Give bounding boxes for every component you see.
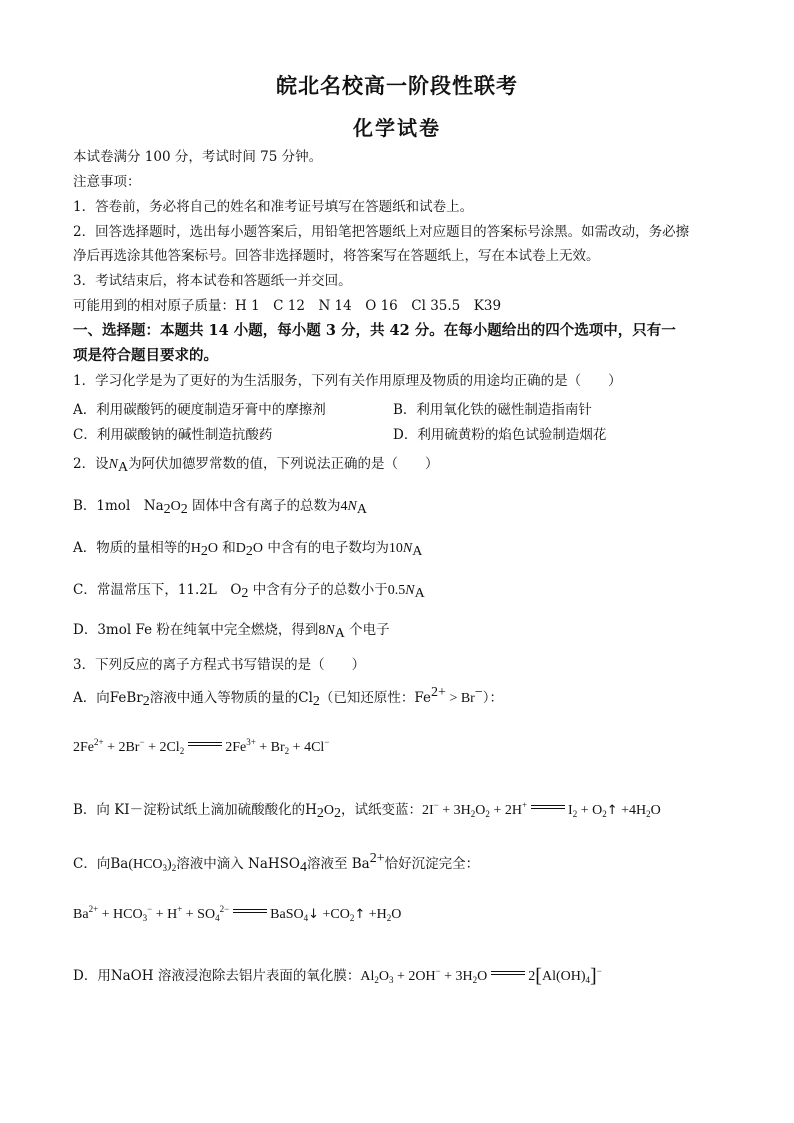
q1-option-c: C．利用碳酸钠的碱性制造抗酸药 — [73, 427, 273, 443]
section-heading-b: 项是符合题目要求的。 — [73, 347, 218, 364]
q3-option-d: D．用NaOH 溶液浸泡除去铝片表面的氧化膜：$Al_2O_3 + 2OH^- + 3H_2O$ $2[Al(OH)_4]^-$ — [73, 965, 602, 987]
q2-stem: 2．设$N_A$为阿伏加德罗常数的值，下列说法正确的是（ ） — [73, 456, 439, 475]
notice-1: 1．答卷前，务必将自己的姓名和准考证号填写在答题纸和试卷上。 — [73, 199, 474, 215]
notice-3: 3．考试结束后，将本试卷和答题纸一并交回。 — [73, 273, 352, 289]
q2-c-post: 中含有分子的总数小于 — [252, 582, 388, 598]
q2-option-b: B．1mol $Na_2O_2$ 固体中含有离子的总数为$4N_A$ — [73, 498, 368, 517]
q3-option-b: B．向 KI－淀粉试纸上滴加硫酸酸化的$H_2O_2$，试纸变蓝：$2I^- + 3H_2O_2 + 2H^+$ $I_2$ + $O_2↑ +4H_2O$ — [73, 800, 661, 821]
q1-options-row2 — [73, 423, 733, 443]
q3-a-mid: 溶液中通入等物质的量的Cl — [149, 690, 313, 706]
q2-option-a: A．物质的量相等的$H_2O$ 和$D_2O$ 中含有的电子数均为$10N_A$ — [73, 540, 423, 559]
q3-option-c: C．向$Ba(HCO_3)_2$溶液中滴入 NaHSO$_4$溶液至 $Ba^{2+}$恰好沉淀完全： — [73, 851, 480, 875]
q2-c-pre: C．常温常压下，11.2L O — [73, 582, 242, 598]
q3-a-end: ）： — [482, 690, 503, 706]
q2-a-mid: 和 — [222, 540, 236, 556]
q3-c-mid: 溶液中滴入 NaHSO — [176, 856, 300, 872]
q1-option-b: B．利用氧化铁的磁性制造指南针 — [393, 402, 592, 418]
q3-b-mid: ，试纸变蓝： — [341, 802, 423, 818]
q3-stem: 3．下列反应的离子方程式书写错误的是（ ） — [73, 657, 366, 673]
exam-title: 皖北名校高一阶段性联考 — [276, 73, 518, 98]
exam-subtitle: 化学试卷 — [353, 116, 441, 140]
q2-a-post: 中含有的电子数均为 — [267, 540, 389, 556]
q2-stem-pre: 2．设 — [73, 456, 109, 472]
q3-c-equation: $Ba^{2+} + HCO_3^- + H^+ + SO_4^{2-}$ BaSO$_4$↓ $+CO_2↑ +H_2O$ — [73, 904, 402, 923]
q1-option-d: D．利用硫黄粉的焰色试验制造烟花 — [393, 427, 607, 443]
exam-info: 本试卷满分 100 分，考试时间 75 分钟。 — [73, 149, 323, 165]
q2-stem-post: 为阿伏加德罗常数的值，下列说法正确的是（ ） — [128, 456, 439, 472]
q3-a-equation: $2Fe^{2+} + 2Br^- + 2Cl_2$ $2Fe^{3+} + Br_2 + 4Cl^-$ — [73, 737, 330, 756]
q2-d-pre: D．3mol Fe 粉在纯氧中完全燃烧，得到 — [73, 622, 319, 638]
q2-a-pre: A．物质的量相等的 — [73, 540, 191, 556]
q1-options-row1 — [73, 398, 733, 418]
q3-d-pre: D．用NaOH 溶液浸泡除去铝片表面的氧化膜： — [73, 968, 361, 984]
atomic-masses: 可能用到的相对原子质量：H 1 C 12 N 14 O 16 Cl 35.5 K39 — [73, 298, 502, 314]
notice-2a: 2．回答选择题时，选出每小题答案后，用铅笔把答题纸上对应题目的答案标号涂黑。如需改动，务必擦 — [73, 224, 690, 240]
q1-option-a: A．利用碳酸钙的硬度制造牙膏中的摩擦剂 — [73, 402, 326, 418]
q2-b-mid: 固体中含有离子的总数为 — [192, 498, 341, 514]
q2-option-d: D．3mol Fe 粉在纯氧中完全燃烧，得到$8N_A$ 个电子 — [73, 622, 390, 641]
q3-b-pre: B．向 KI－淀粉试纸上滴加硫酸酸化的H — [73, 802, 317, 818]
q3-a-pre: A．向FeBr — [73, 690, 143, 706]
q3-c-end: 恰好沉淀完全： — [384, 856, 480, 872]
q3-c-post: 溶液至 Ba — [306, 856, 370, 872]
q3-c-pre: C．向Ba — [73, 856, 129, 872]
q2-d-post: 个电子 — [349, 622, 390, 638]
section-heading-a: 一、选择题：本题共 14 小题，每小题 3 分，共 42 分。在每小题给出的四个选项中，只有一 — [73, 322, 676, 339]
q2-b-pre: B．1mol Na — [73, 498, 164, 514]
q3-a-post: （已知还原性：Fe — [319, 690, 432, 706]
notice-heading: 注意事项： — [73, 174, 141, 190]
q3-option-a: A．向FeBr$_2$溶液中通入等物质的量的$Cl_2$（已知还原性：$Fe^{2+} > Br^-$）： — [73, 685, 503, 709]
q2-na-symbol: N — [108, 457, 118, 472]
q2-option-c: C．常温常压下，11.2L $O_2$ 中含有分子的总数小于$0.5N_A$ — [73, 582, 425, 601]
q1-stem: 1．学习化学是为了更好的为生活服务，下列有关作用原理及物质的用途均正确的是（ ） — [73, 373, 622, 389]
notice-2b: 净后再选涂其他答案标号。回答非选择题时，将答案写在答题纸上，写在本试卷上无效。 — [73, 248, 600, 264]
